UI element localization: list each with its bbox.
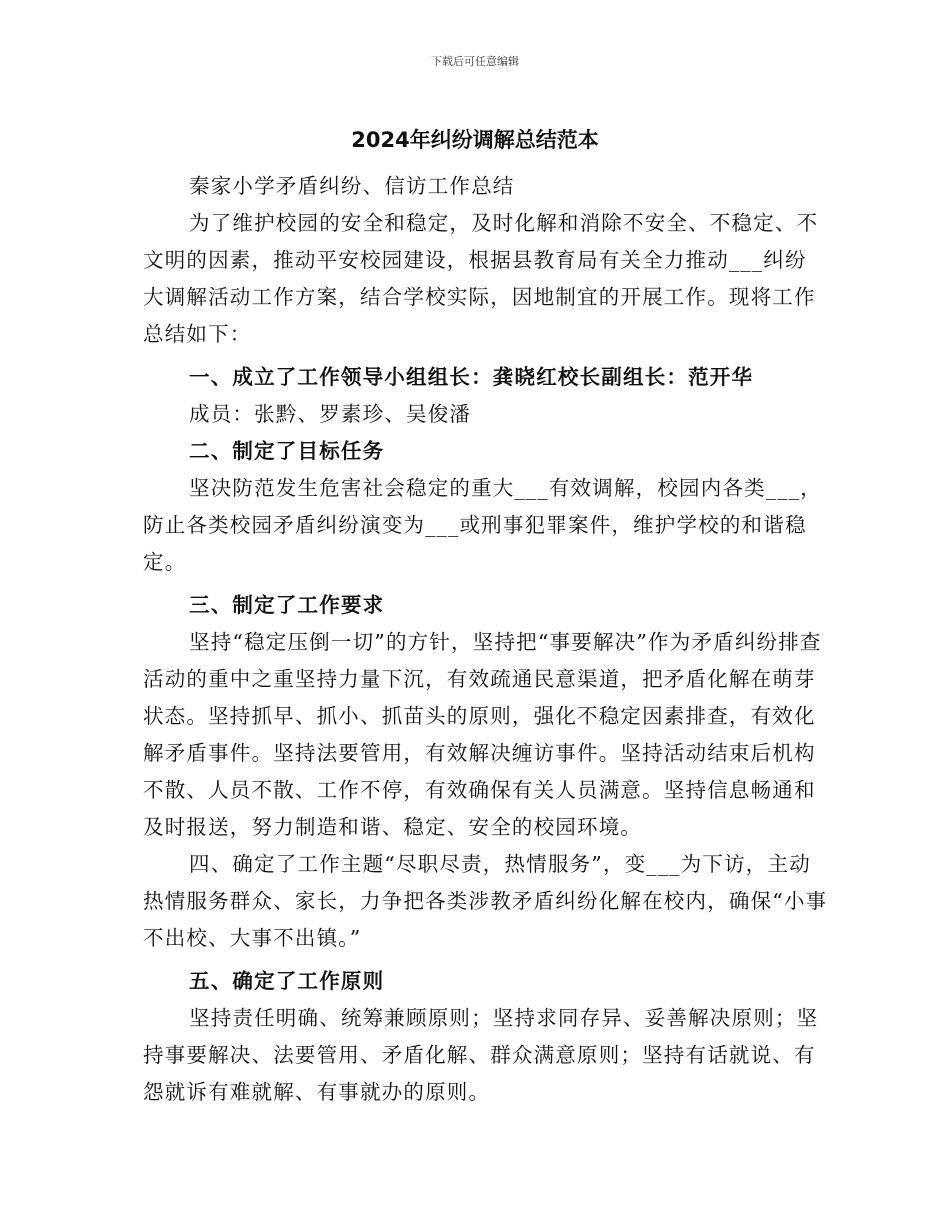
section-heading-3: 三、制定了工作要求: [189, 593, 385, 617]
requirements-paragraph: 坚持“稳定压倒一切”的方针，坚持把“事要解决”作为矛盾纠纷排查活动的重中之重坚持力量下沉，有效疏通民意渠道，把矛盾化解在萌芽状态。坚持抓早、抓小、抓苗头的原则，强化不稳定因素排查，有效化解矛盾事件。坚持法要管用，有效解决缠访事件。坚持活动结束后机构不散、人员不散、工作不停，有效确保有关人员满意。坚持信息畅通和及时报送，努力制造和谐、稳定、安全的校园环境。: [143, 630, 822, 839]
members-paragraph: 成员：张黔、罗素珍、吴俊潘: [189, 402, 472, 426]
theme-paragraph: 四、确定了工作主题“尽职尽责，热情服务”，变___为下访，主动热情服务群众、家长，力争把各类涉教矛盾纠纷化解在校内，确保“小事不出校、大事不出镇。”: [143, 852, 828, 950]
header-note: 下载后可任意编辑: [431, 55, 519, 68]
section-heading-1: 一、成立了工作领导小组组长：龚晓红校长副组长：范开华: [189, 365, 754, 389]
goals-paragraph: 坚决防范发生危害社会稳定的重大___有效调解，校园内各类___，防止各类校园矛盾纠纷演变为___或刑事犯罪案件，维护学校的和谐稳定。: [143, 476, 822, 574]
document-body: [143, 168, 828, 1111]
subtitle-paragraph: 秦家小学矛盾纠纷、信访工作总结: [189, 174, 515, 198]
principles-paragraph: 坚持责任明确、统筹兼顾原则；坚持求同存异、妥善解决原则；坚持事要解决、法要管用、矛盾化解、群众满意原则；坚持有话就说、有怨就诉有难就解、有事就办的原则。: [143, 1006, 819, 1104]
intro-paragraph: 为了维护校园的安全和稳定，及时化解和消除不安全、不稳定、不文明的因素，推动平安校园建设，根据县教育局有关全力推动___纠纷大调解活动工作方案，结合学校实际，因地制宜的开展工作。现将工作总结如下：: [143, 211, 819, 346]
section-heading-2: 二、制定了目标任务: [189, 439, 385, 463]
document-title: 2024年纠纷调解总结范本: [351, 128, 599, 152]
section-heading-5: 五、确定了工作原则: [189, 969, 385, 993]
